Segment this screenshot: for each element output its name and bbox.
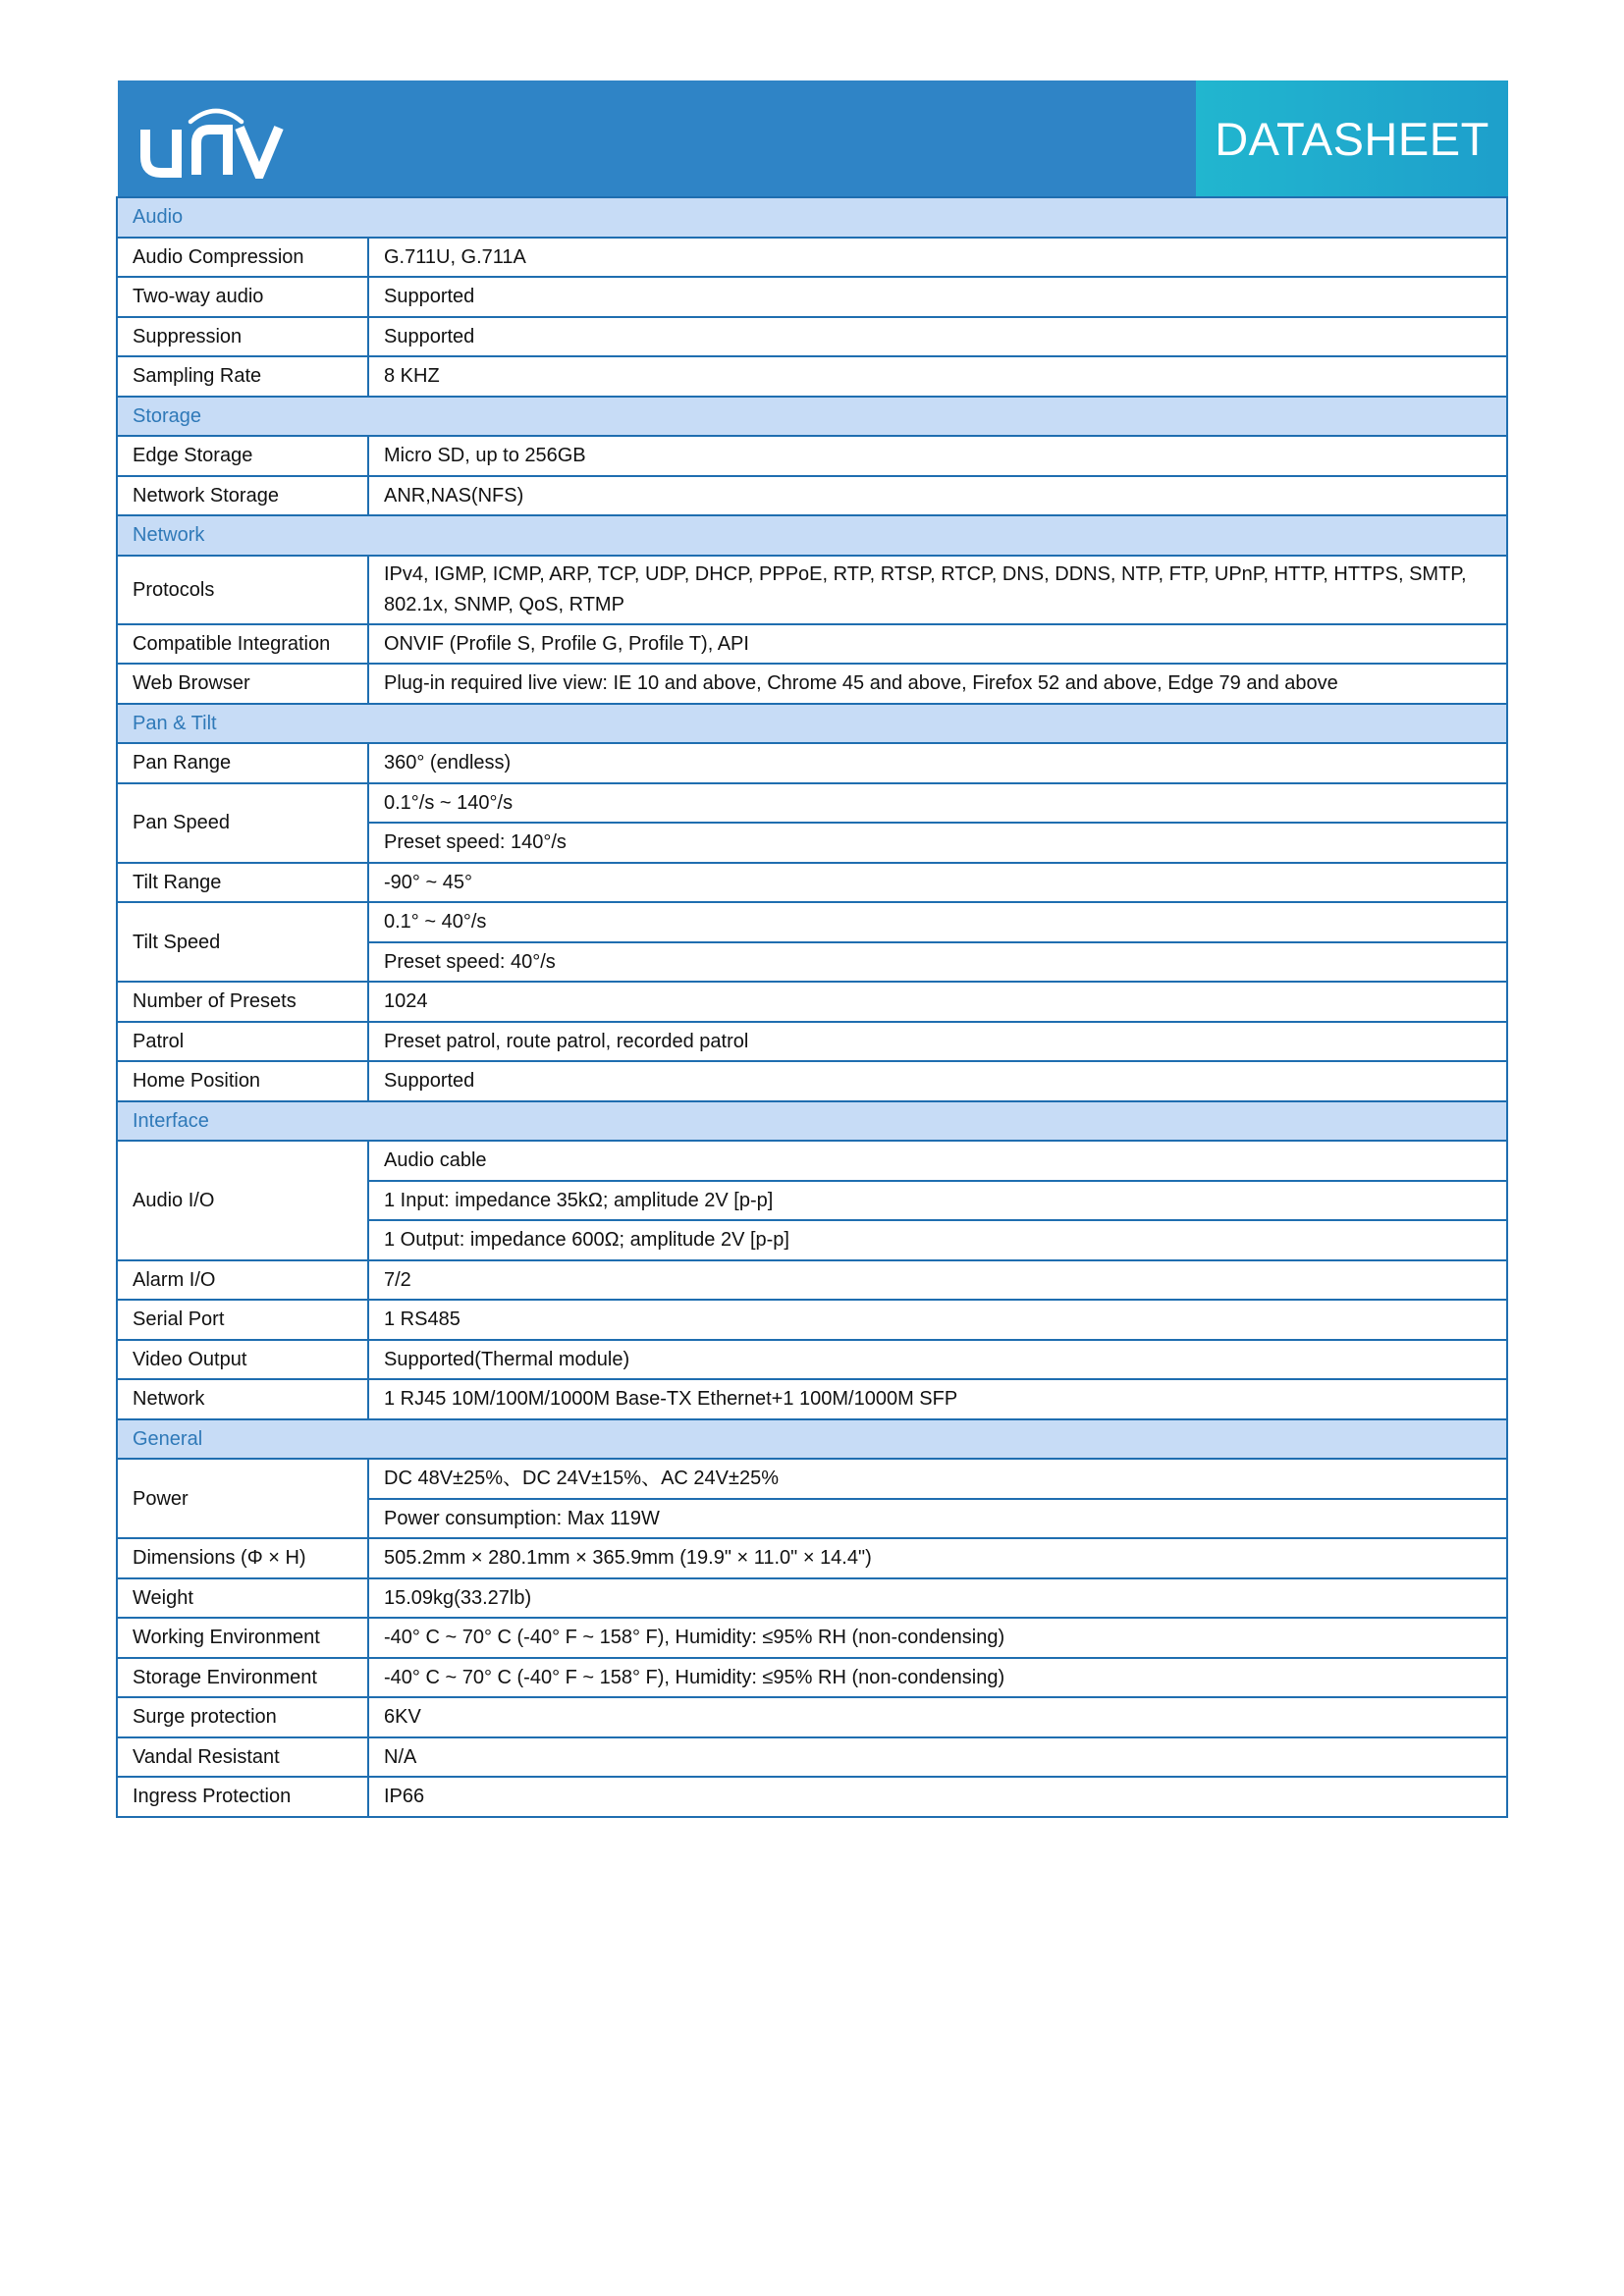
spec-row xyxy=(117,1340,1507,1380)
datasheet-header xyxy=(118,80,1508,197)
spec-value: 1 RJ45 10M/100M/1000M Base-TX Ethernet+1 100M/1000M SFP xyxy=(368,1379,1507,1419)
section-header-row xyxy=(117,1419,1507,1460)
spec-label: Network xyxy=(117,1379,368,1419)
spec-label: Vandal Resistant xyxy=(117,1737,368,1778)
spec-label: Tilt Speed xyxy=(117,902,368,982)
spec-label: Protocols xyxy=(117,556,368,624)
spec-row xyxy=(117,664,1507,704)
section-title-interface: Interface xyxy=(117,1101,1507,1142)
spec-value: 8 KHZ xyxy=(368,356,1507,397)
section-title-general: General xyxy=(117,1419,1507,1460)
spec-label: Web Browser xyxy=(117,664,368,704)
spec-row xyxy=(117,863,1507,903)
spec-value: 1024 xyxy=(368,982,1507,1022)
spec-row xyxy=(117,356,1507,397)
spec-label: Edge Storage xyxy=(117,436,368,476)
spec-value: G.711U, G.711A xyxy=(368,238,1507,278)
spec-value: DC 48V±25%、DC 24V±15%、AC 24V±25% xyxy=(368,1459,1507,1499)
section-title-audio: Audio xyxy=(117,197,1507,238)
spec-table-body xyxy=(117,197,1507,1817)
spec-value: 360° (endless) xyxy=(368,743,1507,783)
spec-label: Sampling Rate xyxy=(117,356,368,397)
spec-value: Supported xyxy=(368,317,1507,357)
spec-label: Network Storage xyxy=(117,476,368,516)
spec-value: 1 Output: impedance 600Ω; amplitude 2V [p-p] xyxy=(368,1220,1507,1260)
section-header-row xyxy=(117,1101,1507,1142)
spec-label: Storage Environment xyxy=(117,1658,368,1698)
spec-label: Working Environment xyxy=(117,1618,368,1658)
spec-value: 1 Input: impedance 35kΩ; amplitude 2V [p-p] xyxy=(368,1181,1507,1221)
section-header-row xyxy=(117,515,1507,556)
spec-value: 505.2mm × 280.1mm × 365.9mm (19.9" × 11.0" × 14.4") xyxy=(368,1538,1507,1578)
spec-value: 7/2 xyxy=(368,1260,1507,1301)
spec-row xyxy=(117,1260,1507,1301)
section-header-row xyxy=(117,397,1507,437)
spec-value: 1 RS485 xyxy=(368,1300,1507,1340)
unv-logo xyxy=(139,100,287,179)
spec-value: Preset speed: 40°/s xyxy=(368,942,1507,983)
spec-label: Audio Compression xyxy=(117,238,368,278)
spec-value: IP66 xyxy=(368,1777,1507,1817)
datasheet-title-box xyxy=(1196,80,1508,197)
spec-value: 6KV xyxy=(368,1697,1507,1737)
spec-table xyxy=(116,196,1508,1818)
spec-row xyxy=(117,1578,1507,1619)
spec-label: Alarm I/O xyxy=(117,1260,368,1301)
spec-row xyxy=(117,277,1507,317)
spec-row xyxy=(117,902,1507,942)
spec-label: Ingress Protection xyxy=(117,1777,368,1817)
spec-row xyxy=(117,1737,1507,1778)
section-title-storage: Storage xyxy=(117,397,1507,437)
spec-value: Micro SD, up to 256GB xyxy=(368,436,1507,476)
spec-value: -40° C ~ 70° C (-40° F ~ 158° F), Humidity: ≤95% RH (non-condensing) xyxy=(368,1618,1507,1658)
spec-label: Weight xyxy=(117,1578,368,1619)
spec-value: N/A xyxy=(368,1737,1507,1778)
spec-row xyxy=(117,1618,1507,1658)
spec-label: Serial Port xyxy=(117,1300,368,1340)
spec-value: Preset speed: 140°/s xyxy=(368,823,1507,863)
spec-value: ONVIF (Profile S, Profile G, Profile T), API xyxy=(368,624,1507,665)
spec-value: Preset patrol, route patrol, recorded patrol xyxy=(368,1022,1507,1062)
spec-row xyxy=(117,1777,1507,1817)
spec-row xyxy=(117,238,1507,278)
spec-label: Home Position xyxy=(117,1061,368,1101)
spec-label: Two-way audio xyxy=(117,277,368,317)
spec-label: Number of Presets xyxy=(117,982,368,1022)
spec-row xyxy=(117,556,1507,624)
spec-label: Patrol xyxy=(117,1022,368,1062)
spec-value: -40° C ~ 70° C (-40° F ~ 158° F), Humidity: ≤95% RH (non-condensing) xyxy=(368,1658,1507,1698)
spec-row xyxy=(117,783,1507,824)
spec-value: IPv4, IGMP, ICMP, ARP, TCP, UDP, DHCP, PPPoE, RTP, RTSP, RTCP, DNS, DDNS, NTP, FTP, UPnP, HTTP, HTTPS, SMTP, 802.1x, SNMP, QoS, RTMP xyxy=(368,556,1507,624)
spec-label: Tilt Range xyxy=(117,863,368,903)
spec-row xyxy=(117,1300,1507,1340)
spec-value: 0.1° ~ 40°/s xyxy=(368,902,1507,942)
spec-row xyxy=(117,1459,1507,1499)
section-title-network: Network xyxy=(117,515,1507,556)
spec-label: Surge protection xyxy=(117,1697,368,1737)
spec-row xyxy=(117,624,1507,665)
spec-row xyxy=(117,476,1507,516)
datasheet-title: DATASHEET xyxy=(1215,113,1489,165)
spec-value: Power consumption: Max 119W xyxy=(368,1499,1507,1539)
spec-row xyxy=(117,743,1507,783)
spec-value: Plug-in required live view: IE 10 and above, Chrome 45 and above, Firefox 52 and above, Edge 79 and above xyxy=(368,664,1507,704)
spec-row xyxy=(117,1022,1507,1062)
spec-value: Supported(Thermal module) xyxy=(368,1340,1507,1380)
spec-value: ANR,NAS(NFS) xyxy=(368,476,1507,516)
spec-row xyxy=(117,1379,1507,1419)
spec-value: Supported xyxy=(368,277,1507,317)
spec-row xyxy=(117,317,1507,357)
section-header-row xyxy=(117,704,1507,744)
spec-row xyxy=(117,1658,1507,1698)
spec-label: Pan Range xyxy=(117,743,368,783)
spec-label: Video Output xyxy=(117,1340,368,1380)
spec-row xyxy=(117,1697,1507,1737)
spec-label: Power xyxy=(117,1459,368,1538)
section-title-pan-tilt: Pan & Tilt xyxy=(117,704,1507,744)
spec-value: -90° ~ 45° xyxy=(368,863,1507,903)
spec-value: 15.09kg(33.27lb) xyxy=(368,1578,1507,1619)
section-header-row xyxy=(117,197,1507,238)
spec-value: Supported xyxy=(368,1061,1507,1101)
spec-label: Compatible Integration xyxy=(117,624,368,665)
spec-label: Audio I/O xyxy=(117,1141,368,1260)
spec-row xyxy=(117,1538,1507,1578)
spec-row xyxy=(117,1061,1507,1101)
spec-value: Audio cable xyxy=(368,1141,1507,1181)
spec-row xyxy=(117,982,1507,1022)
spec-row xyxy=(117,1141,1507,1181)
spec-label: Suppression xyxy=(117,317,368,357)
spec-label: Dimensions (Φ × H) xyxy=(117,1538,368,1578)
spec-value: 0.1°/s ~ 140°/s xyxy=(368,783,1507,824)
spec-row xyxy=(117,436,1507,476)
spec-label: Pan Speed xyxy=(117,783,368,863)
